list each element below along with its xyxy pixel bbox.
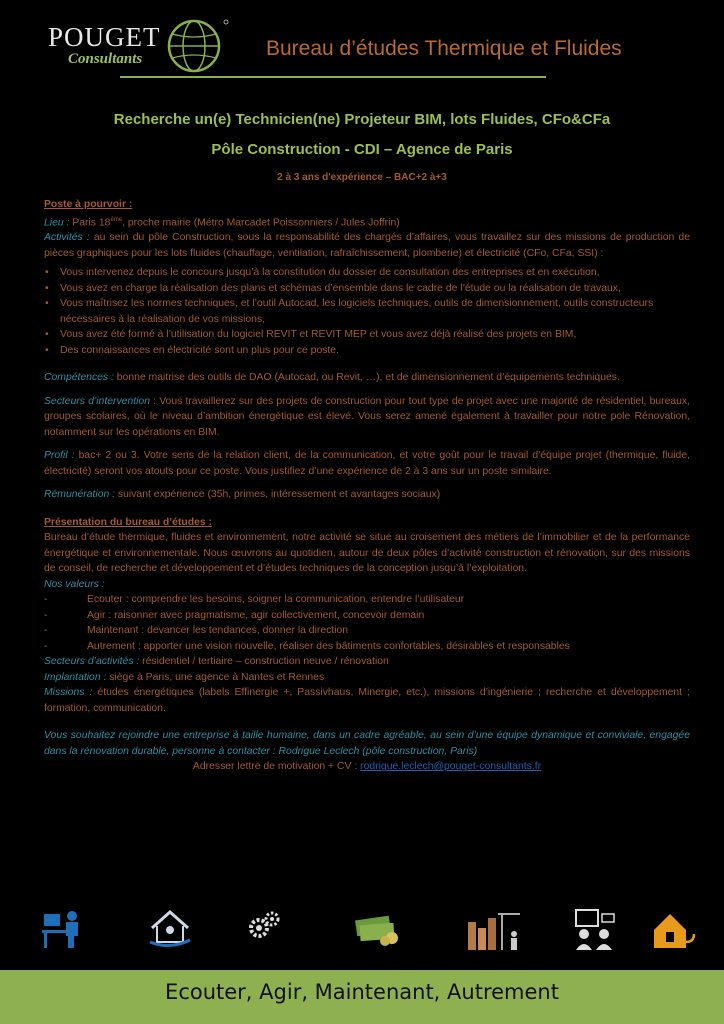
money-icon	[352, 908, 402, 948]
list-item: - Agir : raisonner avec pragmatisme, agir collectivement, concevoir demain	[44, 608, 690, 624]
list-item: • Vous intervenez depuis le concours jusqu’à la constitution du dossier de consultation des entreprises et en exécution,	[60, 265, 690, 281]
missions-paragraph	[44, 685, 690, 716]
list-item: • Vous maîtrisez les normes techniques, et l’outil Autocad, les logiciels techniques, outils de dimensionnement, outils constructeurs nécessaires à la réalisation de vos missions,	[60, 296, 690, 327]
remuneration-text: suivant expérience (35h, primes, intéressement et avantages sociaux)	[115, 489, 441, 501]
gears-icon	[246, 908, 282, 944]
contact-person: Rodrigue Leclech (pôle construction, Paris)	[278, 745, 478, 757]
icon-row	[0, 908, 724, 954]
profil-paragraph	[44, 448, 690, 479]
job-title: Recherche un(e) Technicien(ne) Projeteur BIM, lots Fluides, CFo&CFa	[113, 111, 611, 128]
implantation-label: Implantation :	[44, 671, 107, 683]
profil-label: Profil :	[44, 450, 75, 462]
house-hand-icon	[146, 908, 194, 950]
logo-brand: POUGET	[48, 22, 161, 52]
profil-text: bac+ 2 ou 3. Votre sens de la relation client, de la communication, et votre goût pour le travail d’équipe projet (thermique, fluide, électricité) seront vos atouts pour ce poste. Vous justifiez d’une expérience de 2 à 3 ans sur un poste similaire.	[44, 450, 690, 477]
lieu-text-post: , proche mairie (Métro Marcadet Poissonniers / Jules Joffrin)	[122, 216, 400, 228]
list-item: - Maintenant : devancer les tendances, donner la direction	[44, 623, 690, 639]
valeurs-list	[44, 592, 690, 654]
secteurs-activites-text: résidentiel / tertiaire – construction neuve / rénovation	[139, 656, 389, 668]
lieu-line	[44, 213, 690, 231]
tools-construction-icon	[462, 908, 524, 952]
missions-text: études énergétiques (labels Effinergie +, Passivhaus, Minergie, etc.), missions d’ingénierie ; recherche et développement ; formation, communication.	[44, 687, 690, 714]
header-divider	[120, 76, 546, 78]
logo-sub: Consultants	[68, 51, 143, 67]
competences-paragraph	[44, 370, 690, 386]
secteurs-activites-line	[44, 654, 690, 670]
lieu-sup: ème	[110, 216, 123, 223]
activites-label: Activités :	[44, 232, 90, 244]
list-item: • Vous avez en charge la réalisation des plans et schémas d’ensemble dans le cadre de l’étude ou la réalisation de travaux,	[60, 281, 690, 297]
apply-text: Adresser lettre de motivation + CV :	[192, 761, 361, 773]
job-experience: 2 à 3 ans d'expérience – BAC+2 à+3	[277, 172, 447, 183]
presentation-heading: Présentation du bureau d’études :	[44, 516, 213, 528]
competences-label: Compétences :	[44, 372, 114, 384]
desk-worker-icon	[40, 908, 86, 950]
valeurs-label: Nos valeurs :	[44, 578, 105, 590]
missions-list	[44, 265, 690, 358]
footer-banner	[0, 970, 724, 1024]
missions-label: Missions :	[44, 687, 93, 699]
apply-line	[44, 759, 690, 775]
secteurs-activites-label: Secteurs d’activités :	[44, 656, 140, 668]
list-item: - Autrement : apporter une vision nouvelle, réaliser des bâtiments confortables, désirables et responsables	[44, 639, 690, 655]
header-title: Bureau d’études Thermique et Fluides	[266, 37, 622, 60]
meeting-icon	[572, 908, 618, 952]
globe-icon	[164, 14, 244, 76]
closing-paragraph	[44, 728, 690, 759]
pouget-logo	[44, 14, 234, 76]
implantation-line	[44, 670, 690, 686]
closing-text: Vous souhaitez rejoindre une entreprise à taille humaine, dans un cadre agréable, au sein d’une équipe dynamique et conviviale, engagée dans la rénovation durable, personne à contacter :	[44, 730, 690, 757]
list-item: • Des connaissances en électricité sont un plus pour ce poste.	[60, 343, 690, 359]
secteurs-paragraph	[44, 394, 690, 441]
lieu-label: Lieu :	[44, 216, 70, 228]
offer-body	[44, 197, 690, 775]
activites-text: au sein du pôle Construction, sous la responsabilité des chargés d’affaires, vous travaillez sur des missions de production de pièces graphiques pour les lots fluides (chauffage, ventilation, rafraîchissement, plomberie) et électricité (CFo, CFa, SSI) :	[44, 232, 690, 259]
secteurs-label: Secteurs d’intervention	[44, 395, 150, 407]
remuneration-label: Rémunération :	[44, 489, 116, 501]
list-item: • Vous avez été formé à l’utilisation du logiciel REVIT et REVIT MEP et vous avez déjà réalisé des projets en BIM,	[60, 327, 690, 343]
secteurs-text: : Vous travaillerez sur des projets de construction pour tout type de projet avec une majorité de résidentiel, bureaux, groupes scolaires, où le niveau d’ambition énergétique est élevé. Vous serez amené également à travailler pour notre pole Rénovation, notamment sur les opérations en BIM.	[44, 395, 691, 438]
remuneration-paragraph	[44, 487, 690, 503]
email-link[interactable]: rodrigue.leclech@pouget-consultants.fr	[360, 761, 542, 773]
competences-text: bonne maitrise des outils de DAO (Autocad, ou Revit, …), et de dimensionnement d’équipements techniques.	[113, 372, 620, 384]
list-item: - Ecouter : comprendre les besoins, soigner la communication, entendre l’utilisateur	[44, 592, 690, 608]
poste-heading: Poste à pourvoir :	[44, 199, 133, 210]
house-plug-icon	[650, 908, 698, 952]
implantation-text: siège à Paris, une agence à Nantes et Rennes	[106, 671, 325, 683]
presentation-text: Bureau d’étude thermique, fluides et environnement, notre activité se situe au croisement des métiers de l’immobilier et de la performance énergétique et environnementale. Nous œuvrons au quotidien, autour de deux pôles d’activité construction et rénovation, sur des missions de conseil, de recherche et développement et d’études techniques de la conception jusqu’à l’exploitation.	[44, 532, 690, 575]
lieu-text-pre: Paris 18	[69, 216, 111, 228]
job-subtitle: Pôle Construction - CDI – Agence de Paris	[211, 141, 513, 158]
footer-tagline: Ecouter, Agir, Maintenant, Autrement	[165, 980, 559, 1004]
activites-paragraph	[44, 230, 690, 261]
